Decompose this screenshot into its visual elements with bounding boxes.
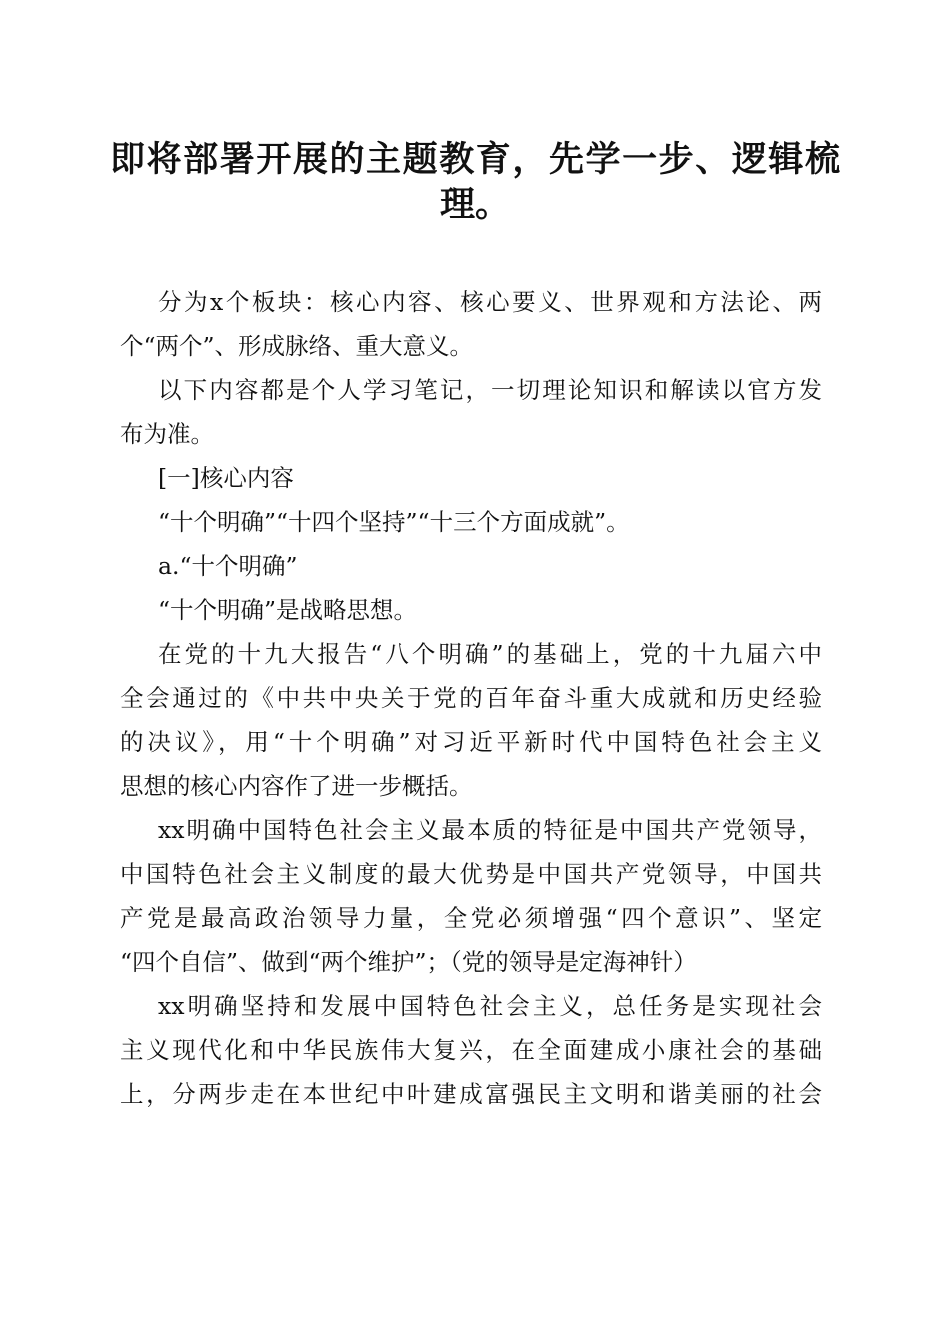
- paragraph: [120, 544, 822, 588]
- paragraph-line: 以下内容都是个人学习笔记，一切理论知识和解读以官方发: [158, 376, 822, 404]
- paragraph-line: xx明确中国特色社会主义最本质的特征是中国共产党领导，: [158, 816, 822, 844]
- paragraph: [120, 368, 822, 456]
- paragraph-line: “四个自信”、做到“两个维护”；（党的领导是定海神针）: [120, 948, 697, 976]
- paragraph: [120, 280, 822, 368]
- paragraph-line: 在党的十九大报告“八个明确”的基础上，党的十九届六中: [158, 640, 822, 668]
- paragraph-line: [一]核心内容: [158, 464, 294, 492]
- paragraph: [120, 632, 822, 808]
- paragraph-line: 全会通过的《中共中央关于党的百年奋斗重大成就和历史经验: [120, 684, 822, 712]
- paragraph-line: 分为x个板块：核心内容、核心要义、世界观和方法论、两: [158, 288, 822, 316]
- paragraph: [120, 588, 822, 632]
- paragraph: [120, 500, 822, 544]
- paragraph-line: 思想的核心内容作了进一步概括。: [120, 772, 473, 800]
- paragraph-line: 产党是最高政治领导力量，全党必须增强“四个意识”、坚定: [120, 904, 822, 932]
- paragraph-line: xx明确坚持和发展中国特色社会主义，总任务是实现社会: [158, 992, 822, 1020]
- title-line: 理。: [439, 184, 510, 225]
- paragraph-line: 的决议》，用“十个明确”对习近平新时代中国特色社会主义: [120, 728, 822, 756]
- paragraph: [120, 984, 822, 1116]
- paragraph-line: “十个明确”是战略思想。: [158, 596, 418, 624]
- paragraph: [120, 808, 822, 984]
- paragraph: [120, 456, 822, 500]
- paragraph-line: “十个明确”“十四个坚持”“十三个方面成就”。: [158, 508, 630, 536]
- paragraph-line: 上，分两步走在本世纪中叶建成富强民主文明和谐美丽的社会: [120, 1080, 822, 1108]
- paragraph-line: 中国特色社会主义制度的最大优势是中国共产党领导，中国共: [120, 860, 822, 888]
- title-line: 即将部署开展的主题教育，先学一步、逻辑梳: [110, 139, 840, 180]
- document-title: [110, 137, 840, 227]
- paragraph-line: 布为准。: [120, 420, 214, 448]
- document-body: [120, 280, 822, 1116]
- paragraph-line: 主义现代化和中华民族伟大复兴，在全面建成小康社会的基础: [120, 1036, 822, 1064]
- paragraph-line: a.“十个明确”: [158, 552, 298, 580]
- paragraph-line: 个“两个”、形成脉络、重大意义。: [120, 332, 474, 360]
